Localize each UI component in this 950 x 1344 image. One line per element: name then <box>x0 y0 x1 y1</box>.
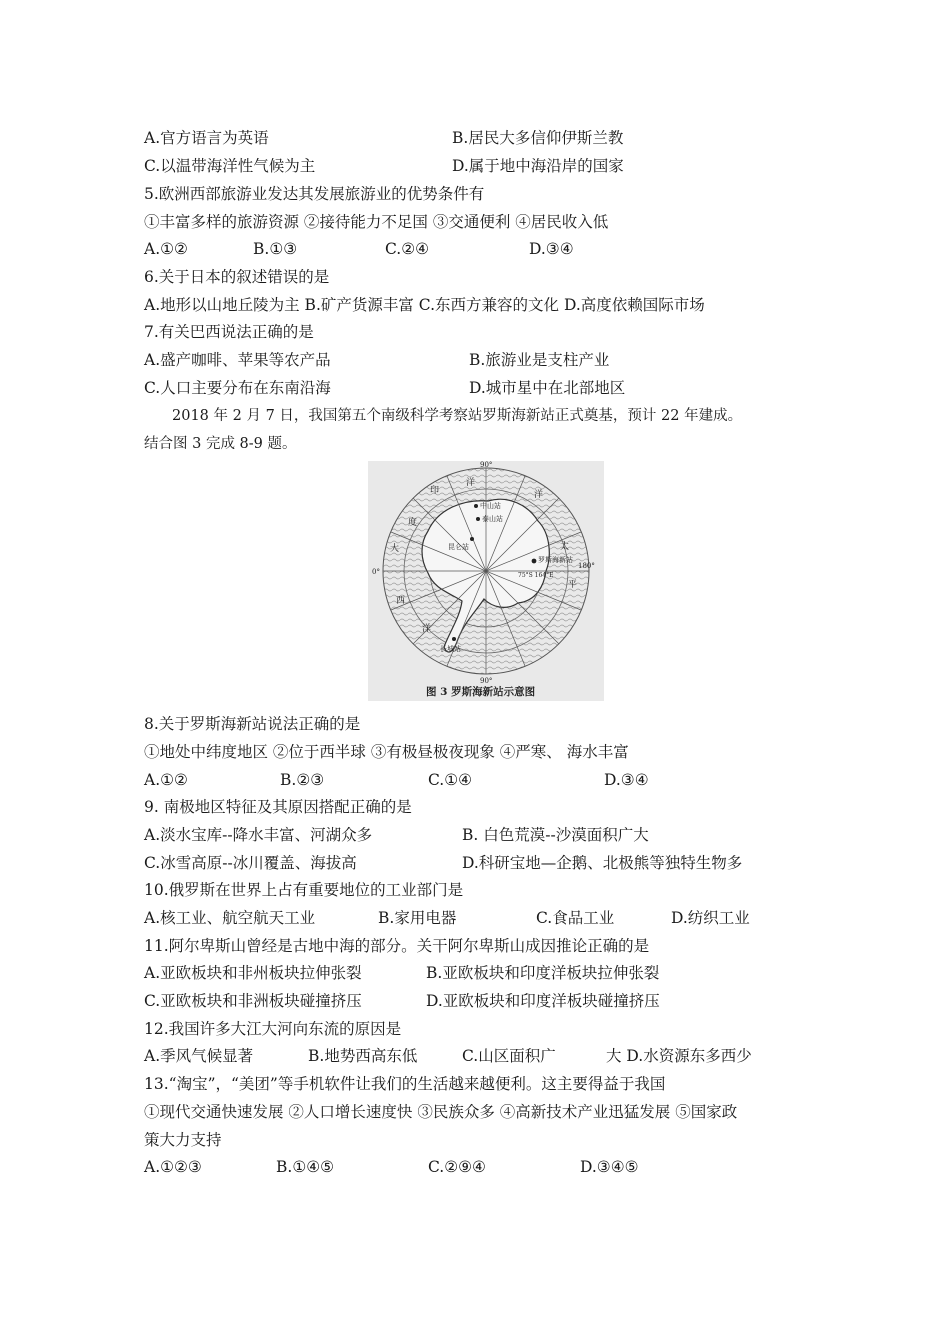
q4-option-d: D.属于地中海沿岸的国家 <box>452 157 624 175</box>
q7-option-d: D.城市星中在北部地区 <box>469 379 626 397</box>
q5-option-a: A.①② <box>144 240 188 258</box>
q9-option-b: B. 白色荒漠--沙漠面积广大 <box>462 826 649 844</box>
q4-option-b: B.居民大多信仰伊斯兰教 <box>452 129 624 147</box>
q4-option-c: C.以温带海洋性气候为主 <box>144 157 316 175</box>
q4-option-a: A.官方语言为英语 <box>144 129 269 147</box>
figure-caption: 图 3 罗斯海新站示意图 <box>426 686 536 698</box>
q12-option-a: A.季风气候显著 <box>144 1047 254 1065</box>
q11-option-b: B.亚欧板块和印度洋板块拉伸张裂 <box>426 964 660 982</box>
q9-stem: 9. 南极地区特征及其原因搭配正确的是 <box>144 798 412 816</box>
q7-stem: 7.有关巴西说法正确的是 <box>144 323 314 341</box>
q7-option-b: B.旅游业是支柱产业 <box>469 351 610 369</box>
q12-option-b: B.地势西高东低 <box>308 1047 418 1065</box>
label-pacific-ping: 平 <box>568 580 578 590</box>
zhongshan-station-dot <box>474 504 478 508</box>
label-90-top: 90° <box>480 461 493 469</box>
q10-option-a: A.核工业、航空航天工业 <box>144 909 316 927</box>
q8-option-c: C.①④ <box>428 771 473 789</box>
label-ocean-yang: 洋 <box>466 478 476 488</box>
q9-option-c: C.冰雪高原--冰川覆盖、海拔高 <box>144 854 357 872</box>
label-atlantic-yang: 洋 <box>422 624 432 634</box>
q12-option-d: 大 D.水资源东多西少 <box>606 1047 752 1065</box>
q6-options: A.地形以山地丘陵为主 B.矿产货源丰富 C.东西方兼容的文化 D.高度依赖国际市场 <box>144 296 705 314</box>
q8-stem: 8.关于罗斯海新站说法正确的是 <box>144 715 361 733</box>
antarctica-map-svg <box>368 461 604 701</box>
q10-option-b: B.家用电器 <box>378 909 457 927</box>
label-taishan: 泰山站 <box>482 515 503 523</box>
label-changcheng: 长城站 <box>440 645 461 653</box>
q13-items-1: ①现代交通快速发展 ②人口增长速度快 ③民族众多 ④高新技术产业迅猛发展 ⑤国家政 <box>144 1103 738 1121</box>
q5-option-b: B.①③ <box>253 240 298 258</box>
q13-option-c: C.②⑨④ <box>428 1158 486 1176</box>
label-atlantic-xi: 西 <box>396 596 406 606</box>
label-atlantic-da: 大 <box>390 544 400 554</box>
q8-items: ①地处中纬度地区 ②位于西半球 ③有极昼极夜现象 ④严寒、 海水丰富 <box>144 743 629 761</box>
q8-option-d: D.③④ <box>604 771 649 789</box>
q13-option-d: D.③④⑤ <box>580 1158 639 1176</box>
q11-option-d: D.亚欧板块和印度洋板块碰撞挤压 <box>426 992 660 1010</box>
q10-stem: 10.俄罗斯在世界上占有重要地位的工业部门是 <box>144 881 464 899</box>
q10-option-c: C.食品工业 <box>536 909 615 927</box>
label-kunlun: 昆仑站 <box>448 543 469 551</box>
q13-items-2: 策大力支持 <box>144 1131 222 1149</box>
label-pacific-tai: 太 <box>560 542 570 552</box>
taishan-station-dot <box>476 517 480 521</box>
q11-stem: 11.阿尔卑斯山曾经是古地中海的部分。关干阿尔卑斯山成因推论正确的是 <box>144 937 650 955</box>
label-ocean-ind: 印 <box>430 486 440 496</box>
q13-stem: 13.“淘宝”，“美团”等手机软件让我们的生活越来越便利。这主要得益于我国 <box>144 1075 666 1093</box>
q10-option-d: D.纺织工业 <box>671 909 750 927</box>
q13-option-a: A.①②③ <box>144 1158 202 1176</box>
label-zhongshan: 中山站 <box>480 502 501 510</box>
label-luosi: 罗斯海新站 <box>538 556 573 564</box>
q11-option-c: C.亚欧板块和非洲板块碰撞挤压 <box>144 992 362 1010</box>
q9-option-d: D.科研宝地—企鹅、北极熊等独特生物多 <box>462 854 743 872</box>
label-ocean-du: 度 <box>408 518 418 528</box>
q9-option-a: A.淡水宝库--降水丰富、河湖众多 <box>144 826 373 844</box>
q11-option-a: A.亚欧板块和非州板块拉伸张裂 <box>144 964 362 982</box>
q5-option-d: D.③④ <box>529 240 574 258</box>
intro-line-2: 结合图 3 完成 8-9 题。 <box>144 436 297 452</box>
q5-option-c: C.②④ <box>385 240 430 258</box>
q5-items: ①丰富多样的旅游资源 ②接待能力不足国 ③交通便利 ④居民收入低 <box>144 213 609 231</box>
q7-option-c: C.人口主要分布在东南沿海 <box>144 379 331 397</box>
changcheng-station-dot <box>452 637 456 641</box>
q5-stem: 5.欧洲西部旅游业发达其发展旅游业的优势条件有 <box>144 185 485 203</box>
label-pacific-yang: 洋 <box>534 490 544 500</box>
q12-option-c: C.山区面积广 <box>462 1047 556 1065</box>
intro-line-1: 2018 年 2 月 7 日，我国第五个南级科学考察站罗斯海新站正式奠基，预计 22 年建成。 <box>172 408 743 424</box>
q8-option-a: A.①② <box>144 771 188 789</box>
luosi-station-dot <box>532 559 537 564</box>
label-90-bottom: 90° <box>480 677 493 685</box>
q12-stem: 12.我国许多大江大河向东流的原因是 <box>144 1020 402 1038</box>
q7-option-a: A.盛产咖啡、苹果等农产品 <box>144 351 331 369</box>
label-180-deg: 180° <box>578 562 595 570</box>
q6-stem: 6.关于日本的叙述错误的是 <box>144 268 330 286</box>
label-0-deg: 0° <box>372 568 380 576</box>
label-luosi-coord: 75°S 164°E <box>518 572 554 579</box>
q8-option-b: B.②③ <box>280 771 325 789</box>
q13-option-b: B.①④⑤ <box>276 1158 335 1176</box>
figure-3-antarctica-map <box>368 461 604 701</box>
kunlun-station-dot <box>470 537 474 541</box>
meridian-lines <box>383 468 589 674</box>
